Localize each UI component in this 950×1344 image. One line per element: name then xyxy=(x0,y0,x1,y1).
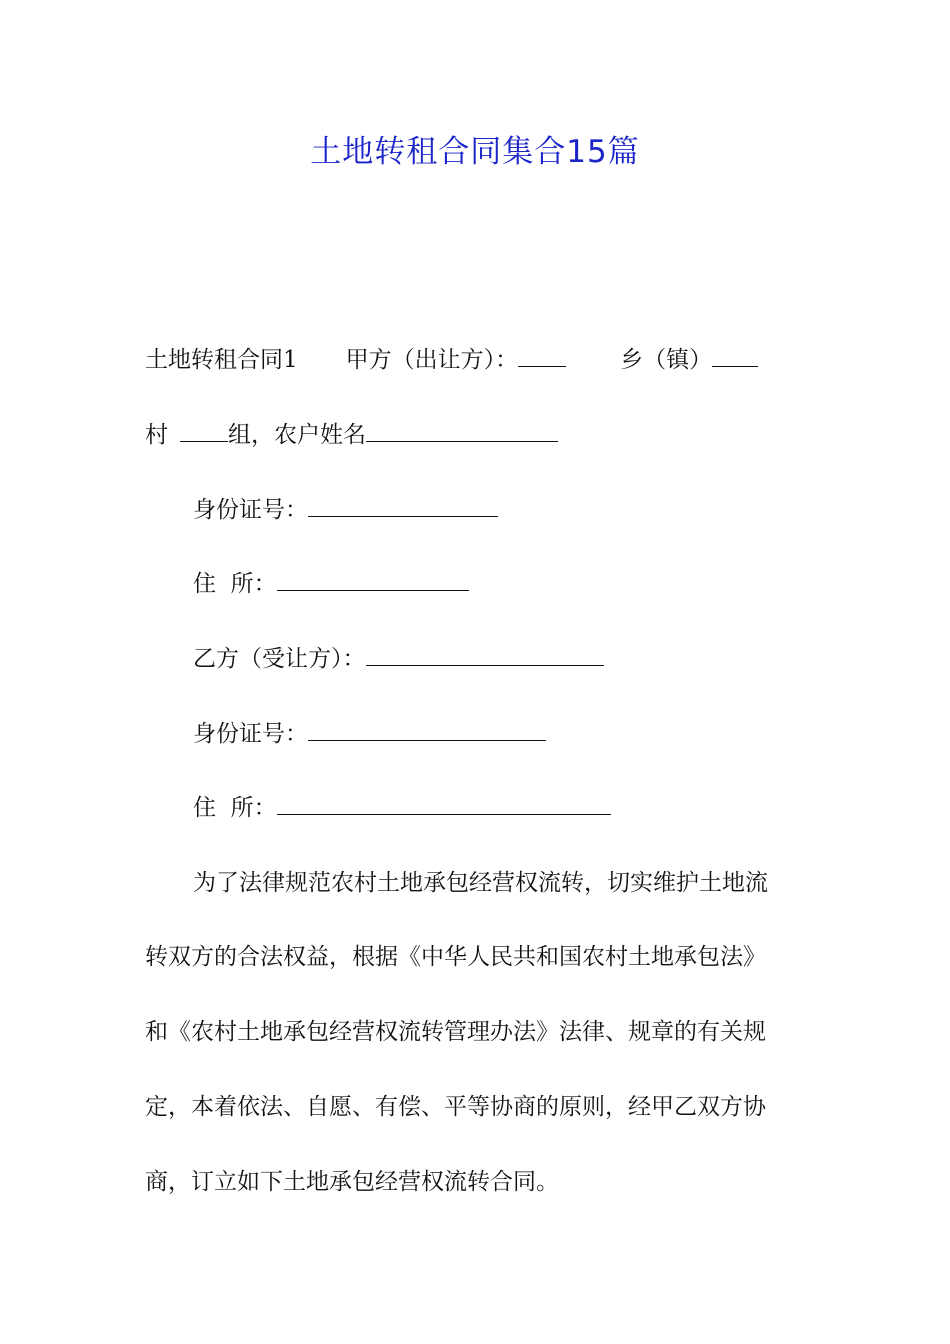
group-blank[interactable] xyxy=(180,419,228,442)
header-line xyxy=(145,344,815,376)
party-b-address-line xyxy=(193,792,863,824)
party-b-id-blank[interactable] xyxy=(308,718,546,741)
document-title: 土地转租合同集合15篇 xyxy=(310,134,640,170)
party-a-id-line xyxy=(193,494,863,526)
party-a-label: 甲方（出让方）： xyxy=(345,347,519,373)
paragraph-line: 转双方的合法权益，根据《中华人民共和国农村土地承包法》 xyxy=(145,944,766,970)
paragraph-line: 为了法律规范农村土地承包经营权流转，切实维护土地流 xyxy=(193,870,768,896)
township-label: 乡（镇） xyxy=(620,347,713,373)
party-b-id-label: 身份证号： xyxy=(193,721,308,747)
party-a-id-label: 身份证号： xyxy=(193,497,308,523)
party-b-address-label: 住 所： xyxy=(193,795,277,821)
party-a-address-label: 住 所： xyxy=(193,571,277,597)
party-b-line xyxy=(193,643,863,675)
paragraph-line: 和《农村土地承包经营权流转管理办法》法律、规章的有关规 xyxy=(145,1019,766,1045)
village-label: 村 xyxy=(145,422,168,448)
village-line xyxy=(145,419,815,451)
party-b-label: 乙方（受让方）： xyxy=(193,646,366,672)
group-farmer-label: 组，农户姓名 xyxy=(228,422,366,448)
village-blank[interactable] xyxy=(712,344,758,367)
party-b-address-blank[interactable] xyxy=(277,792,611,815)
contract-name: 土地转租合同1 xyxy=(145,347,298,373)
farmer-name-blank[interactable] xyxy=(366,419,558,442)
party-b-id-line xyxy=(193,718,863,750)
party-a-address-blank[interactable] xyxy=(277,568,469,591)
party-b-blank[interactable] xyxy=(366,643,604,666)
party-a-id-blank[interactable] xyxy=(308,494,498,517)
paragraph-line: 商，订立如下土地承包经营权流转合同。 xyxy=(145,1169,559,1195)
party-a-township-blank[interactable] xyxy=(518,344,566,367)
paragraph-line: 定，本着依法、自愿、有偿、平等协商的原则，经甲乙双方协 xyxy=(145,1094,766,1120)
party-a-address-line xyxy=(193,568,863,600)
